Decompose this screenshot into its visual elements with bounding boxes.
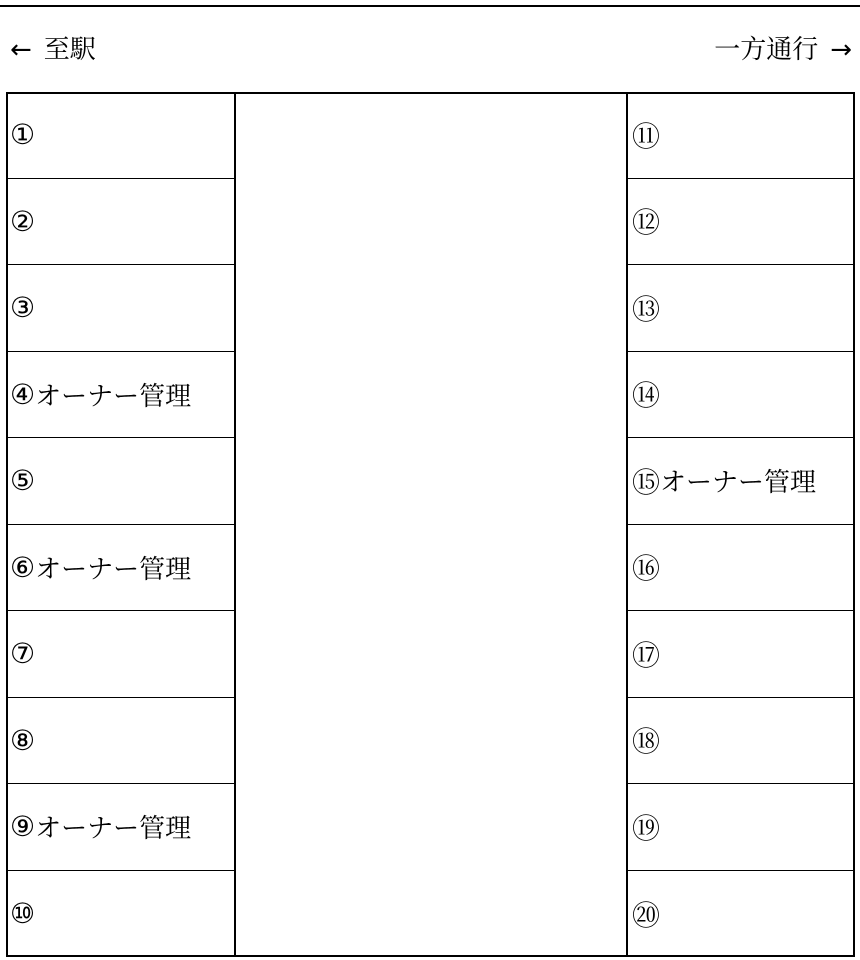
stall-number: ⑨ bbox=[10, 810, 36, 844]
right-parking-stall bbox=[628, 265, 855, 352]
right-arrow-icon: → bbox=[830, 35, 852, 65]
stall-number: ⑬ bbox=[632, 292, 661, 326]
right-parking-stall bbox=[628, 352, 855, 439]
right-parking-stall bbox=[628, 611, 855, 698]
right-stall-column bbox=[626, 92, 855, 957]
stall-number: ⑧ bbox=[10, 723, 36, 757]
left-parking-stall bbox=[6, 698, 234, 785]
right-parking-stall bbox=[628, 179, 855, 266]
stall-number: ⑥ bbox=[10, 550, 36, 584]
left-parking-stall bbox=[6, 352, 234, 439]
stall-number: ④ bbox=[10, 377, 36, 411]
stall-number: ⑤ bbox=[10, 464, 36, 498]
left-arrow-icon: ← bbox=[10, 35, 32, 65]
left-parking-stall bbox=[6, 784, 234, 871]
left-parking-stall bbox=[6, 871, 234, 958]
right-parking-stall bbox=[628, 784, 855, 871]
to-station-label: 至駅 bbox=[43, 35, 96, 65]
stall-number: ⑲ bbox=[632, 811, 661, 845]
stall-owner-note: オーナー管理 bbox=[35, 381, 192, 412]
right-parking-stall bbox=[628, 92, 855, 179]
stall-number: ⑱ bbox=[632, 725, 661, 759]
right-parking-stall bbox=[628, 438, 855, 525]
stall-number: ① bbox=[10, 118, 36, 152]
stall-number: ⑯ bbox=[632, 552, 661, 586]
left-parking-stall bbox=[6, 179, 234, 266]
one-way-indicator bbox=[714, 32, 852, 68]
stall-owner-note: オーナー管理 bbox=[35, 814, 192, 845]
direction-to-station bbox=[10, 32, 96, 68]
stall-number: ⑩ bbox=[10, 897, 36, 931]
stall-number: ③ bbox=[10, 291, 36, 325]
left-parking-stall bbox=[6, 265, 234, 352]
stall-number: ⑭ bbox=[632, 379, 661, 413]
left-parking-stall bbox=[6, 92, 234, 179]
stall-number: ⑮ bbox=[632, 465, 661, 499]
stall-number: ② bbox=[10, 204, 36, 238]
stall-owner-note: オーナー管理 bbox=[35, 554, 192, 585]
stall-number: ⑳ bbox=[632, 898, 661, 932]
stall-owner-note: オーナー管理 bbox=[660, 468, 817, 499]
stall-number: ⑪ bbox=[632, 119, 661, 153]
one-way-label: 一方通行 bbox=[714, 35, 819, 65]
right-parking-stall bbox=[628, 698, 855, 785]
stall-number: ⑦ bbox=[10, 637, 36, 671]
right-parking-stall bbox=[628, 525, 855, 612]
left-parking-stall bbox=[6, 438, 234, 525]
left-stall-column bbox=[6, 92, 236, 957]
stall-number: ⑫ bbox=[632, 206, 661, 240]
right-parking-stall bbox=[628, 871, 855, 958]
stall-number: ⑰ bbox=[632, 638, 661, 672]
left-parking-stall bbox=[6, 611, 234, 698]
top-rule bbox=[0, 5, 860, 7]
left-parking-stall bbox=[6, 525, 234, 612]
